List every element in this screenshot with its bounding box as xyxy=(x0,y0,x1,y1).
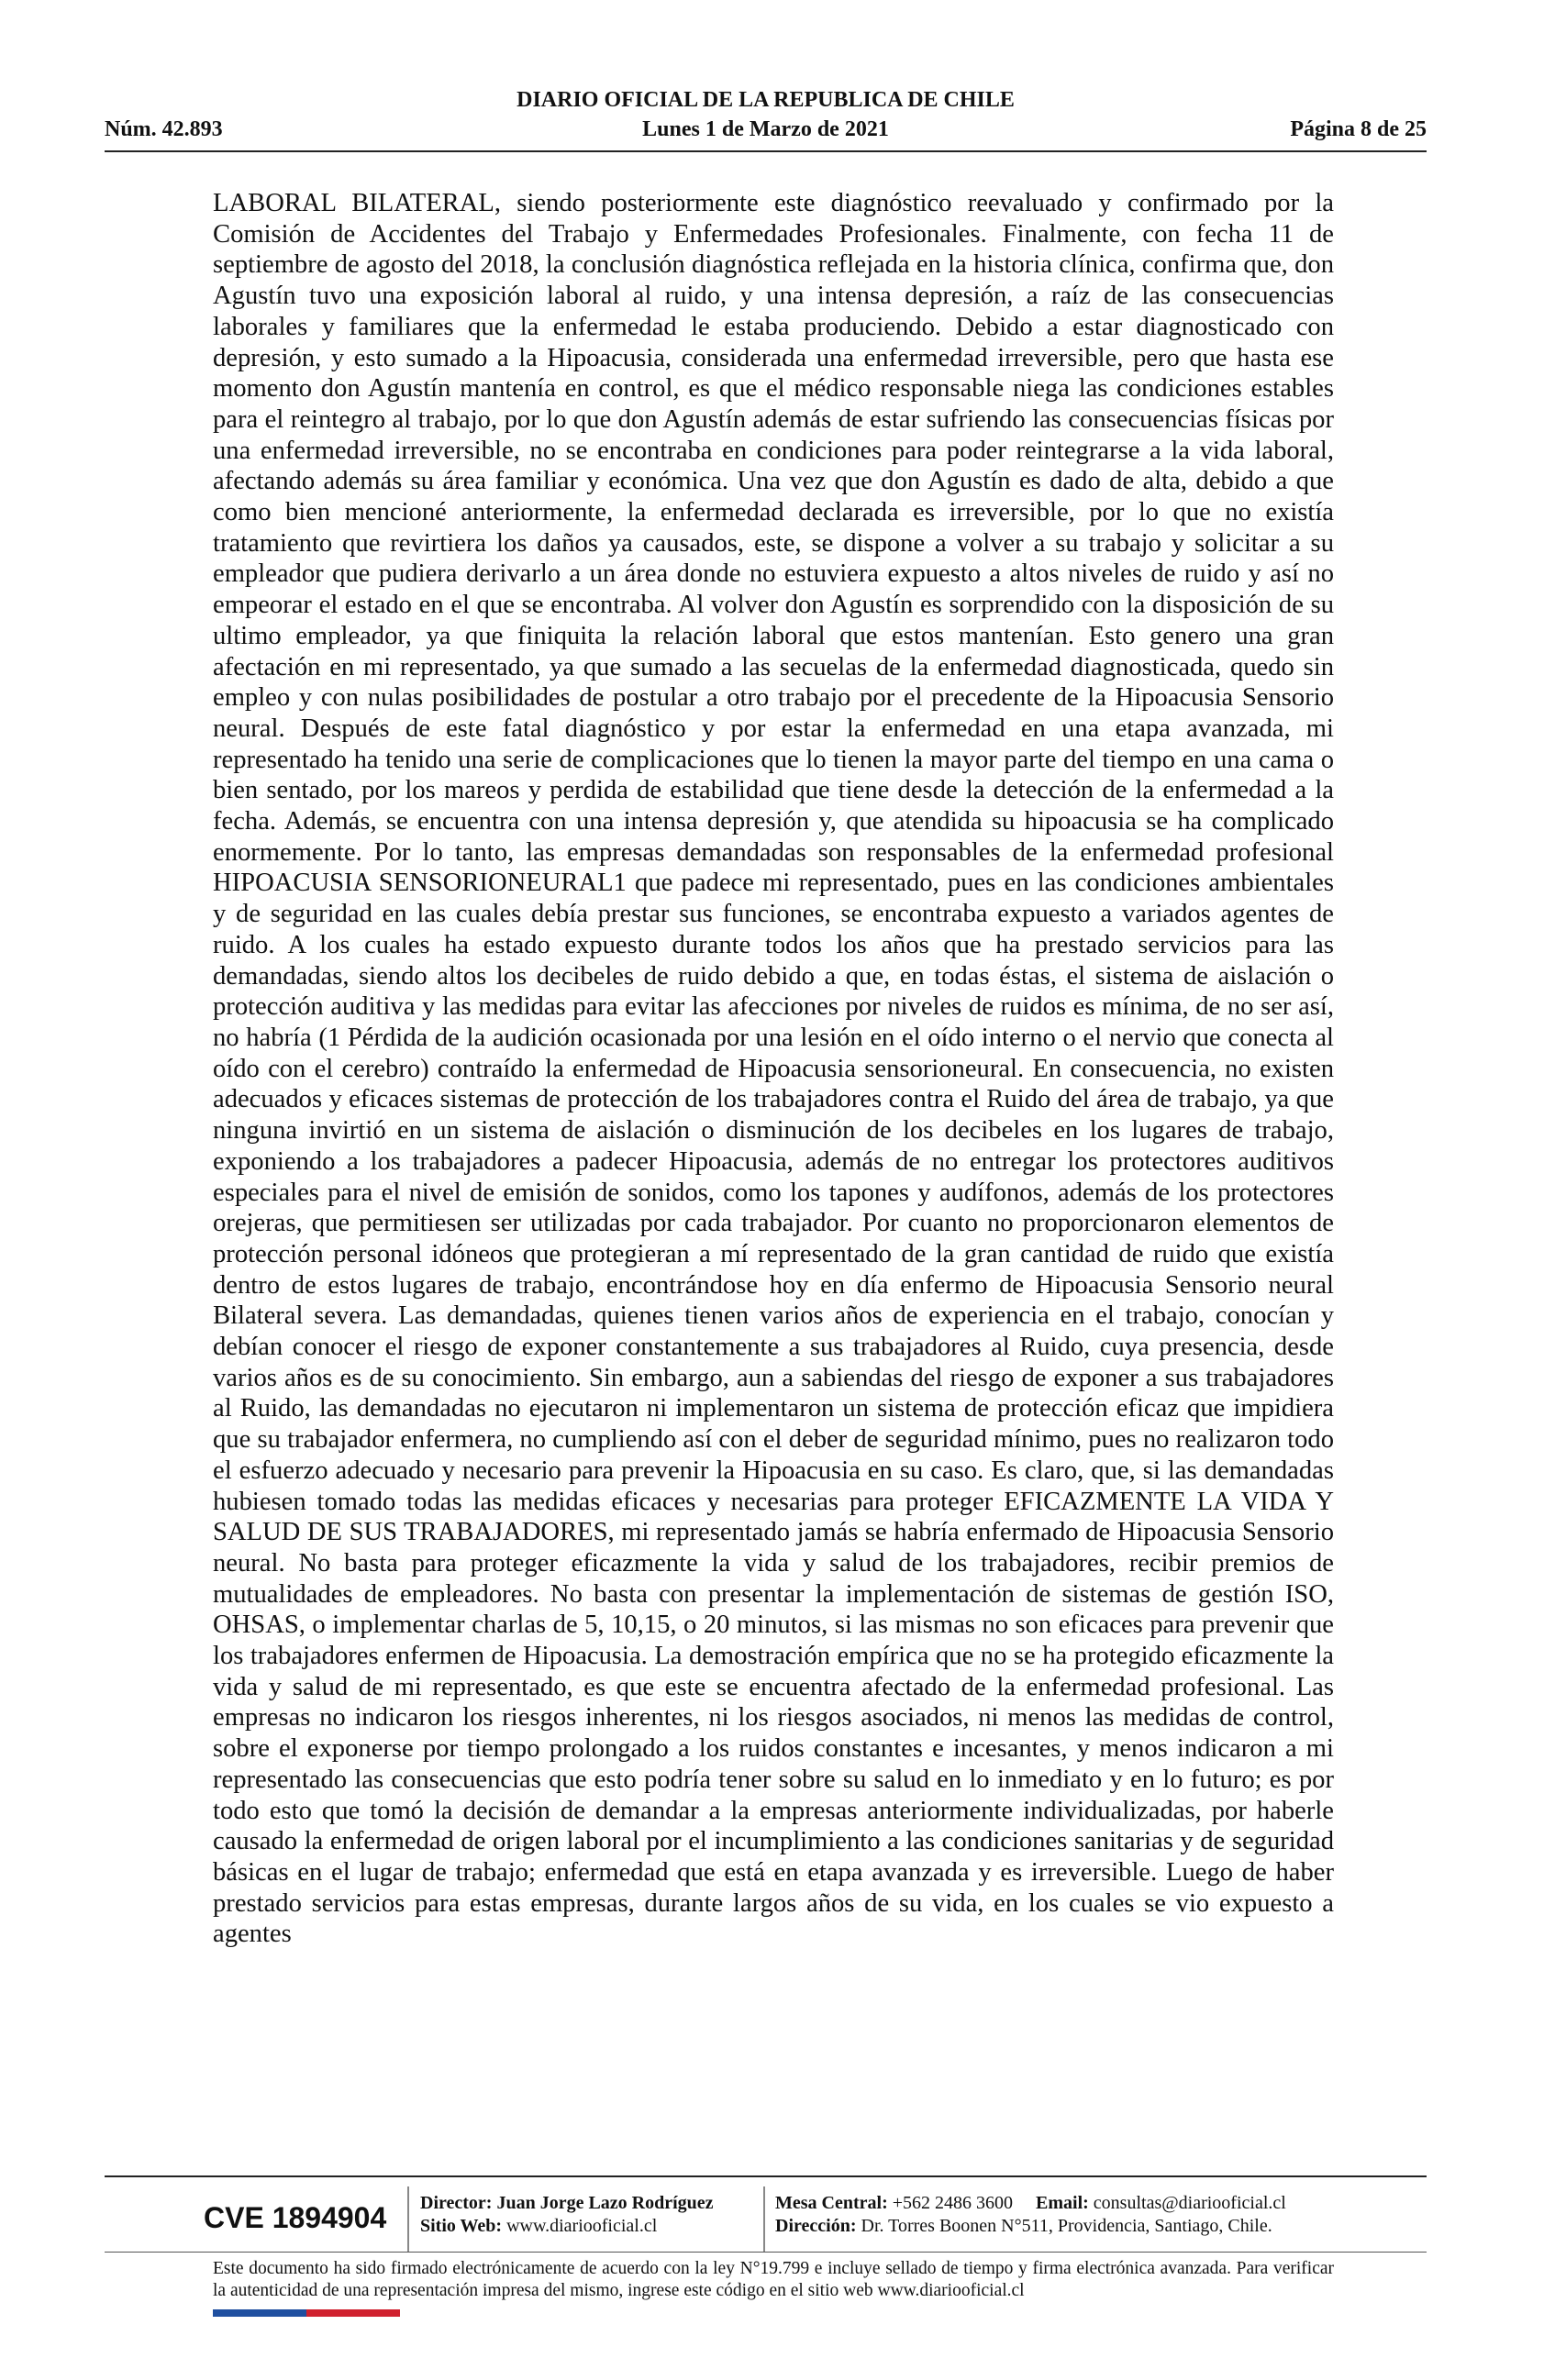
footer-thin-divider xyxy=(105,2252,1427,2253)
footer-divider xyxy=(105,2175,1427,2177)
footer-director-col xyxy=(420,2192,714,2238)
footer-separator xyxy=(763,2186,765,2253)
issue-number: Núm. 42.893 xyxy=(105,117,223,141)
footer-separator xyxy=(407,2186,409,2253)
page-number: Página 8 de 25 xyxy=(1290,117,1427,141)
director-name: Juan Jorge Lazo Rodríguez xyxy=(496,2193,714,2213)
address-label: Dirección: xyxy=(775,2216,857,2236)
cve-code: CVE 1894904 xyxy=(204,2201,387,2234)
flag-stripe-red xyxy=(306,2309,400,2317)
page-header xyxy=(105,88,1427,150)
footer-contact-col xyxy=(775,2192,1286,2238)
phone-number: +562 2486 3600 xyxy=(892,2193,1014,2213)
flag-stripe-blue xyxy=(213,2309,306,2317)
phone-label: Mesa Central: xyxy=(775,2193,888,2213)
header-divider xyxy=(105,150,1427,152)
website-link[interactable]: www.diariooficial.cl xyxy=(506,2216,658,2236)
document-body-text: LABORAL BILATERAL, siendo posteriormente este diagnóstico reevaluado y confirmado por la Comisión de Accidentes del Trabajo y Enfermedades Profesionales. Finalmente, con fecha 11 de septiembre de agosto del 2018, la conclusión diagnóstica reflejada en la historia clínica, confirma que, don Agustín tuvo una exposición laboral al ruido, y una intensa depresión, a raíz de las consecuencias laborales y familiares que la enfermedad le estaba produciendo. Debido a estar diagnosticado con depresión, y esto sumado a la Hipoacusia, considerada una enfermedad irreversible, pero que hasta ese momento don Agustín mantenía en control, es que el médico responsable niega las condiciones estables para el reintegro al trabajo, por lo que don Agustín además de estar sufriendo las consecuencias físicas por una enfermedad irreversible, no se encontraba en condiciones para poder reintegrarse a la vida laboral, afectando además su área familiar y económica. Una vez que don Agustín es dado de alta, debido a que como bien mencioné anteriormente, la enfermedad declarada es irreversible, por lo que no existía tratamiento que revirtiera los daños ya causados, este, se dispone a volver a su trabajo y solicitar a su empleador que pudiera derivarlo a un área donde no estuviera expuesto a altos niveles de ruido y así no empeorar el estado en el que se encontraba. Al volver don Agustín es sorprendido con la disposición de su ultimo empleador, ya que finiquita la relación laboral que estos mantenían. Esto genero una gran afectación en mi representado, ya que sumado a las secuelas de la enfermedad diagnosticada, quedo sin empleo y con nulas posibilidades de postular a otro trabajo por el precedente de la Hipoacusia Sensorio neural. Después de este fatal diagnóstico y por estar la enfermedad en una etapa avanzada, mi representado ha tenido una serie de complicaciones que lo tienen la mayor parte del tiempo en una cama o bien sentado, por los mareos y perdida de estabilidad que tiene desde la detección de la enfermedad a la fecha. Además, se encuentra con una intensa depresión y, que atendida su hipoacusia se ha complicado enormemente. Por lo tanto, las empresas demandadas son responsables de la enfermedad profesional HIPOACUSIA SENSORIONEURAL1 que padece mi representado, pues en las condiciones ambientales y de seguridad en las cuales debía prestar sus funciones, se encontraba expuesto a variados agentes de ruido. A los cuales ha estado expuesto durante todos los años que ha prestado servicios para las demandadas, siendo altos los decibeles de ruido debido a que, en todas éstas, el sistema de aislación o protección auditiva y las medidas para evitar las afecciones por niveles de ruidos es mínima, de no ser así, no habría (1 Pérdida de la audición ocasionada por una lesión en el oído interno o el nervio que conecta al oído con el cerebro) contraído la enfermedad de Hipoacusia sensorioneural. En consecuencia, no existen adecuados y eficaces sistemas de protección de los trabajadores contra el Ruido del área de trabajo, ya que ninguna invirtió en un sistema de aislación o disminución de los decibeles en los lugares de trabajo, exponiendo a los trabajadores a padecer Hipoacusia, además de no entregar los protectores auditivos especiales para el nivel de emisión de sonidos, como los tapones y audífonos, además de los protectores orejeras, que permitiesen ser utilizadas por cada trabajador. Por cuanto no proporcionaron elementos de protección personal idóneos que protegieran a mí representado de la gran cantidad de ruido que existía dentro de estos lugares de trabajo, encontrándose hoy en día enfermo de Hipoacusia Sensorio neural Bilateral severa. Las demandadas, quienes tienen varios años de experiencia en el trabajo, conocían y debían conocer el riesgo de exponer constantemente a sus trabajadores al Ruido, cuya presencia, desde varios años es de su conocimiento. Sin embargo, aun a sabiendas del riesgo de exponer a sus trabajadores al Ruido, las demandadas no ejecutaron ni implementaron un sistema de protección eficaz que impidiera que su trabajador enfermera, no cumpliendo así con el deber de seguridad mínimo, pues no realizaron todo el esfuerzo adecuado y necesario para prevenir la Hipoacusia en su caso. Es claro, que, si las demandadas hubiesen tomado todas las medidas eficaces y necesarias para proteger EFICAZMENTE LA VIDA Y SALUD DE SUS TRABAJADORES, mi representado jamás se habría enfermado de Hipoacusia Sensorio neural. No basta para proteger eficazmente la vida y salud de los trabajadores, recibir premios de mutualidades de empleadores. No basta con presentar la implementación de sistemas de gestión ISO, OHSAS, o implementar charlas de 5, 10,15, o 20 minutos, si las mismas no son eficaces para prevenir que los trabajadores enfermen de Hipoacusia. La demostración empírica que no se ha protegido eficazmente la vida y salud de mi representado, es que este se encuentra afectado de la enfermedad profesional. Las empresas no indicaron los riesgos inherentes, ni los riesgos asociados, ni menos las medidas de control, sobre el exponerse por tiempo prolongado a los ruidos constantes e incesantes, y menos indicaron a mi representado las consecuencias que esto podría tener sobre su salud en lo inmediato y en lo futuro; es por todo esto que tomó la decisión de demandar a la empresas anteriormente individualizadas, por haberle causado la enfermedad de origen laboral por el incumplimiento a las condiciones sanitarias y de seguridad básicas en el lugar de trabajo; enfermedad que está en etapa avanzada y es irreversible. Luego de haber prestado servicios para estas empresas, durante largos años de su vida, en los cuales se vio expuesto a agentes xyxy=(213,189,1334,1949)
address-text: Dr. Torres Boonen N°511, Providencia, Santiago, Chile. xyxy=(861,2216,1272,2236)
director-label: Director: xyxy=(420,2193,493,2213)
website-label: Sitio Web: xyxy=(420,2216,503,2236)
electronic-signature-notice: Este documento ha sido firmado electrónicamente de acuerdo con la ley N°19.799 e incluye sellado de tiempo y firma electrónica avanzada. Para verificar la autenticidad de una representación impresa del mismo, ingrese este código en el sitio web www.diariooficial.cl xyxy=(213,2259,1334,2300)
publication-title: DIARIO OFICIAL DE LA REPUBLICA DE CHILE xyxy=(516,88,1015,112)
email-label: Email: xyxy=(1036,2193,1089,2213)
header-row xyxy=(105,117,1427,143)
email-link[interactable]: consultas@diariooficial.cl xyxy=(1093,2193,1286,2213)
publication-date: Lunes 1 de Marzo de 2021 xyxy=(642,117,889,141)
